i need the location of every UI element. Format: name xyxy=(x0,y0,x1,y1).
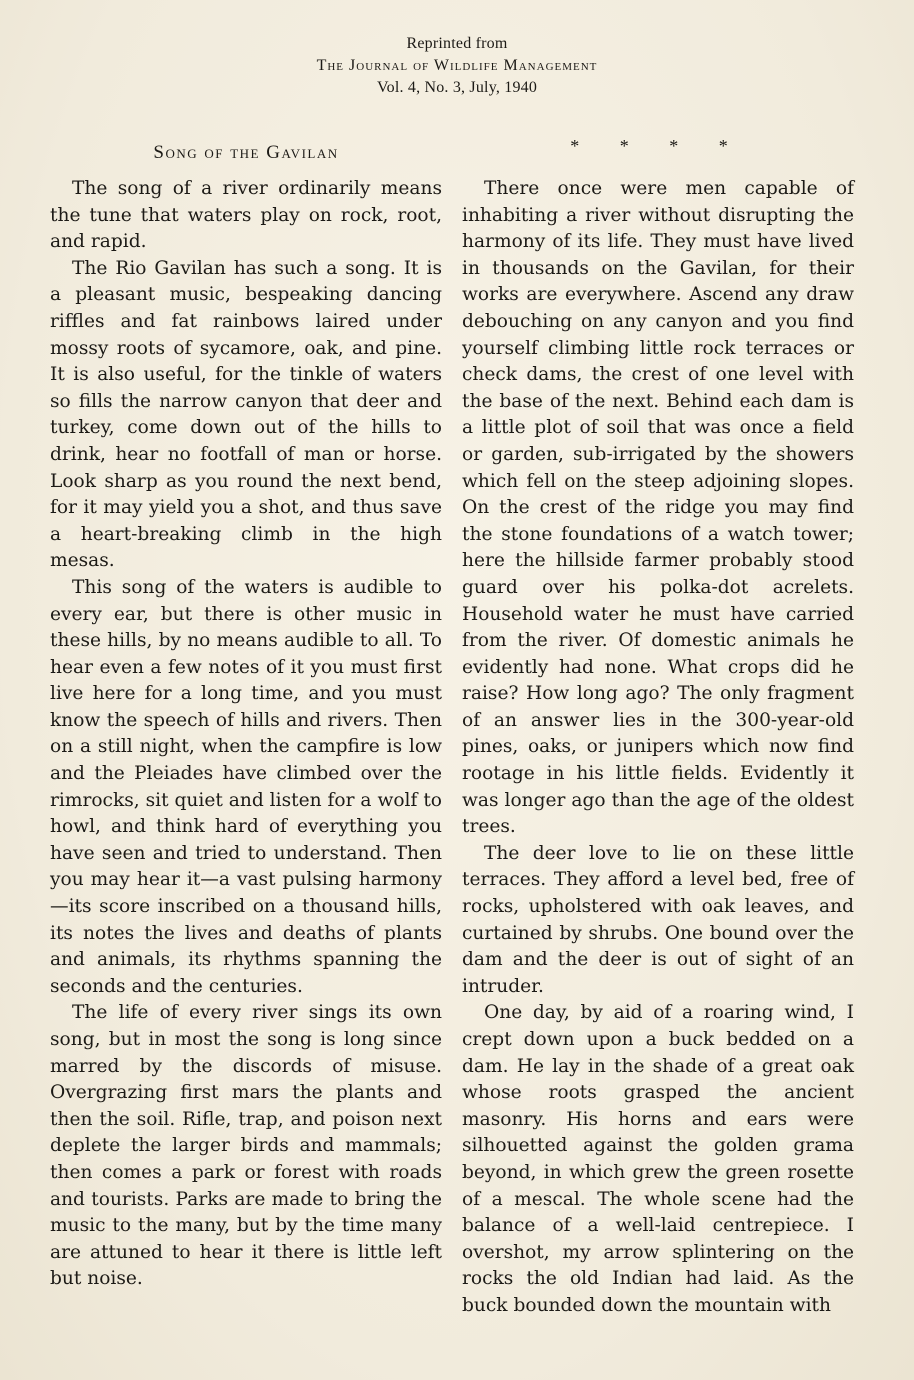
journal-name: The Journal of Wildlife Management xyxy=(316,57,598,74)
section-separator: * * * * xyxy=(570,136,746,156)
paragraph: The life of every river sings its own song, but in most the song is long since marred by the discords of misuse. Overgrazing first mars the plants and then the soil. Rifle, trap, and poison next deplete the larger birds and mammals; then comes a park or forest with roads and tourists. Parks are made to bring the music to the many, but by the time many are attuned to hear it there is little left but noise. xyxy=(50,1002,442,1290)
left-column xyxy=(50,176,442,1293)
paragraph: The deer love to lie on these little terraces. They afford a level bed, free of rocks, upholstered with oak leaves, and curtained by shrubs. One bound over the dam and the deer is out of sight of an intruder. xyxy=(462,842,854,997)
article-title: Song of the Gavilan xyxy=(153,142,339,163)
paragraph: One day, by aid of a roaring wind, I crept down upon a buck bedded on a dam. He lay in the shade of a great oak whose roots grasped the ancient masonry. His horns and ears were silhouetted against the golden grama beyond, in which grew the green rosette of a mescal. The whole scene had the balance of a well-laid centrepiece. I overshot, my arrow splintering on the rocks the old Indian had laid. As the buck bounded down the mountain with xyxy=(462,1002,854,1316)
reprint-line: Reprinted from xyxy=(406,35,508,52)
volume-info: Vol. 4, No. 3, July, 1940 xyxy=(376,79,538,96)
paragraph: The Rio Gavilan has such a song. It is a pleasant music, bespeaking dancing riffles and fat rainbows laired under mossy roots of sycamore, oak, and pine. It is also useful, for the tinkle of waters so fills the narrow canyon that deer and turkey, come down out of the hills to drink, hear no footfall of man or horse. Look sharp as you round the next bend, for it may yield you a shot, and thus save a heart-breaking climb in the high mesas. xyxy=(50,257,442,572)
reprint-header xyxy=(0,33,914,99)
paragraph: There once were men capable of inhabiting a river without disrupting the harmony of its life. They must have lived in thousands on the Gavilan, for their works are everywhere. Ascend any draw debouching on any canyon and you find yourself climbing little rock terraces or check dams, the crest of one level with the base of the next. Behind each dam is a little plot of soil that was once a field or garden, sub-irrigated by the showers which fell on the steep adjoining slopes. On the crest of the ridge you may find the stone foundations of a watch tower; here the hillside farmer probably stood guard over his polka-dot acrelets. Household water he must have carried from the river. Of domestic animals he evidently had none. What crops did he raise? How long ago? The only fragment of an answer lies in the 300-year-old pines, oaks, or junipers which now find rootage in his little fields. Evidently it was longer ago than the age of the oldest trees. xyxy=(462,178,854,838)
paragraph: This song of the waters is audible to every ear, but there is other music in these hills, by no means audible to all. To hear even a few notes of it you must first live here for a long time, and you must know the speech of hills and rivers. Then on a still night, when the campfire is low and the Pleiades have climbed over the rimrocks, sit quiet and listen for a wolf to howl, and think hard of everything you have seen and tried to understand. Then you may hear it—a vast pulsing harmony—its score inscribed on a thousand hills, its notes the lives and deaths of plants and animals, its rhythms spanning the seconds and the centuries. xyxy=(50,576,442,997)
paragraph: The song of a river ordinarily means the tune that waters play on rock, root, and rapid. xyxy=(50,178,442,253)
right-column xyxy=(462,176,854,1320)
